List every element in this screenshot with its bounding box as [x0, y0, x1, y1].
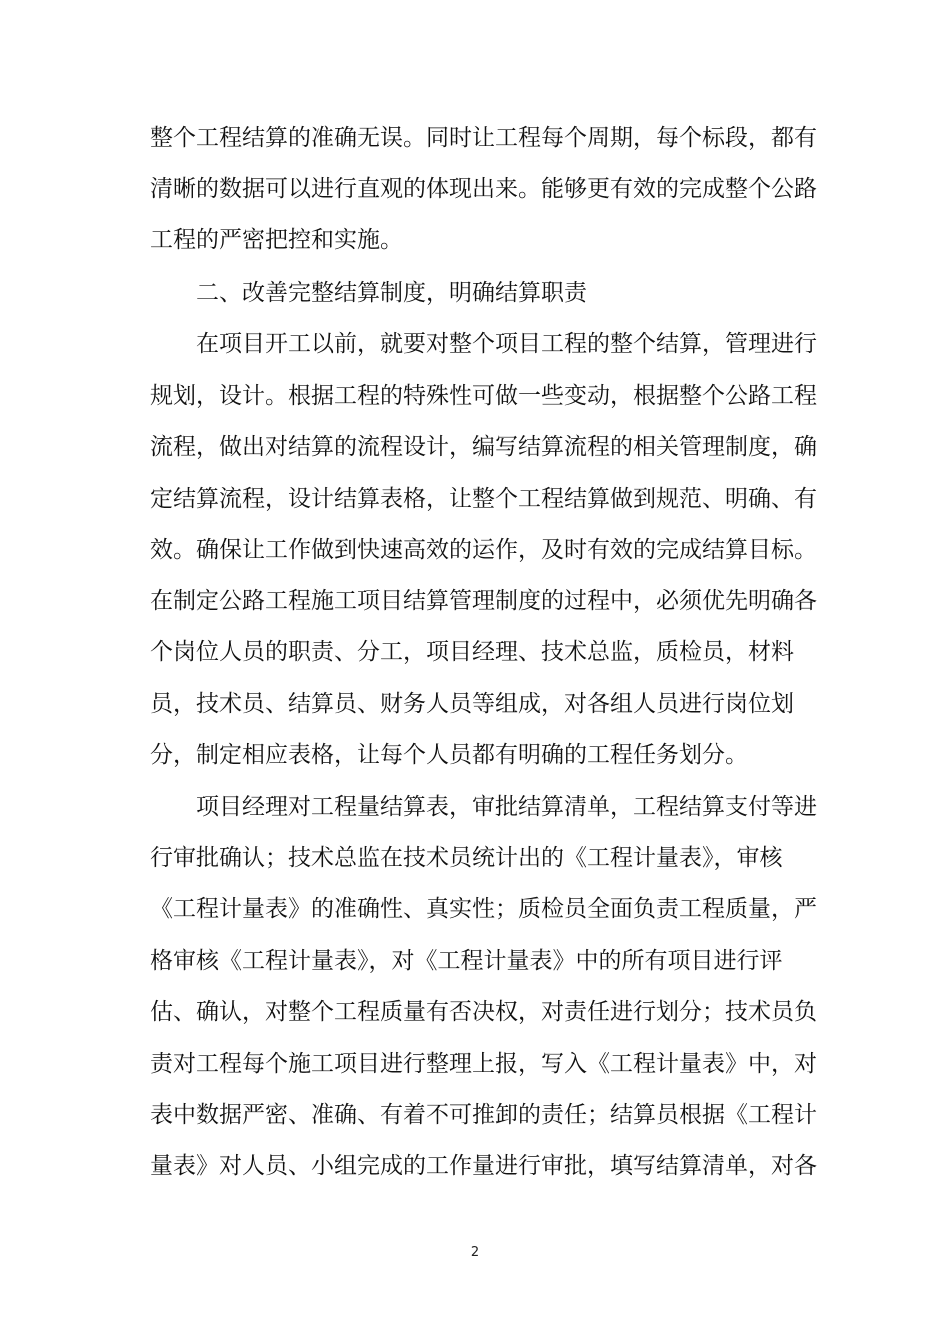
text-line: 整个工程结算的准确无误。同时让工程每个周期，每个标段，都有: [150, 125, 817, 151]
text-line: 《工程计量表》的准确性、真实性；质检员全面负责工程质量，严: [150, 896, 817, 922]
text-line: 清晰的数据可以进行直观的体现出来。能够更有效的完成整个公路: [150, 176, 817, 202]
text-line: 格审核《工程计量表》，对《工程计量表》中的所有项目进行评: [150, 948, 783, 974]
text-line: 定结算流程，设计结算表格，让整个工程结算做到规范、明确、有: [150, 486, 817, 512]
text-line: 员，技术员、结算员、财务人员等组成，对各组人员进行岗位划: [150, 691, 794, 717]
text-line: 估、确认，对整个工程质量有否决权，对责任进行划分；技术员负: [150, 999, 817, 1025]
text-line: 表中数据严密、准确、有着不可推卸的责任；结算员根据《工程计: [150, 1102, 817, 1128]
text-line: 效。确保让工作做到快速高效的运作，及时有效的完成结算目标。: [150, 537, 817, 563]
text-line: 在制定公路工程施工项目结算管理制度的过程中，必须优先明确各: [150, 588, 817, 614]
text-line: 流程，做出对结算的流程设计，编写结算流程的相关管理制度，确: [150, 434, 817, 460]
text-line: 规划，设计。根据工程的特殊性可做一些变动，根据整个公路工程: [150, 383, 817, 409]
text-line: 个岗位人员的职责、分工，项目经理、技术总监，质检员，材料: [150, 639, 794, 665]
text-line: 行审批确认；技术总监在技术员统计出的《工程计量表》，审核: [150, 845, 783, 871]
text-line: 量表》对人员、小组完成的工作量进行审批，填写结算清单，对各: [150, 1153, 817, 1179]
section-heading: 二、改善完整结算制度，明确结算职责: [196, 280, 587, 306]
text-line: 项目经理对工程量结算表，审批结算清单，工程结算支付等进: [196, 794, 817, 820]
text-line: 工程的严密把控和实施。: [150, 227, 403, 253]
page-number: 2: [470, 1245, 480, 1260]
text-line: 责对工程每个施工项目进行整理上报，写入《工程计量表》中，对: [150, 1051, 817, 1077]
text-line: 分，制定相应表格，让每个人员都有明确的工程任务划分。: [150, 742, 748, 768]
text-line: 在项目开工以前，就要对整个项目工程的整个结算，管理进行: [196, 331, 817, 357]
